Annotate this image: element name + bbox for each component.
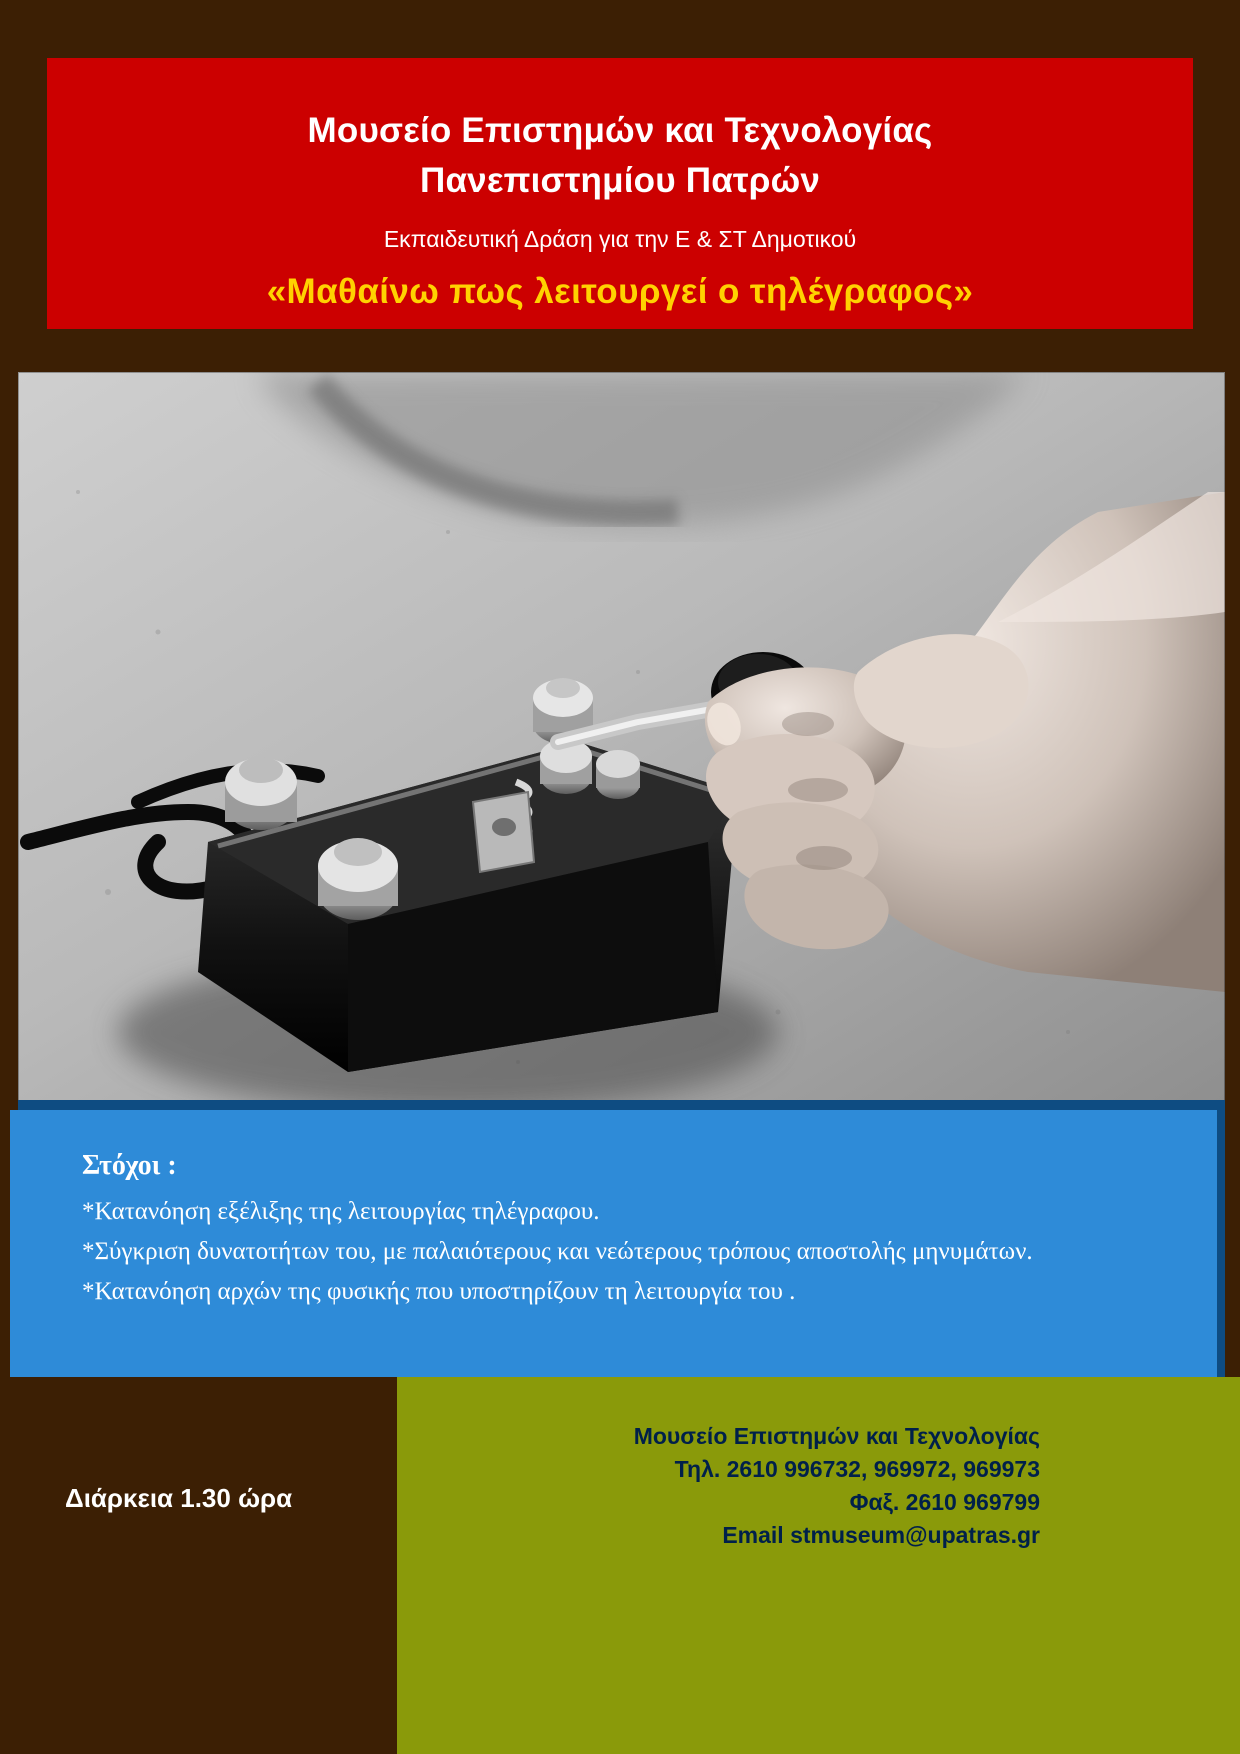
contact-org: Μουσείο Επιστημών και Τεχνολογίας [633,1423,1040,1449]
header-quote: «Μαθαίνω πως λειτουργεί ο τηλέγραφος» [266,272,974,311]
duration-label: Διάρκεια 1.30 ώρα [65,1483,293,1513]
objective-item-3: *Κατανόηση αρχών της φυσικής που υποστηρίζουν τη λειτουργία του . [82,1278,796,1305]
telegraph-photo-graphic [18,372,1225,1102]
objectives-panel [10,1110,1217,1377]
footer-left-block [0,1377,397,1754]
header-title-line1: Μουσείο Επιστημών και Τεχνολογίας [307,111,933,150]
objective-item-1: *Κατανόηση εξέλιξης της λειτουργίας τηλέγραφου. [82,1198,600,1225]
contact-email: Email stmuseum@upatras.gr [722,1522,1040,1548]
header-subtitle: Εκπαιδευτική Δράση για την Ε & ΣΤ Δημοτικού [383,226,857,252]
header-title-line2: Πανεπιστημίου Πατρών [419,161,821,200]
contact-fax: Φαξ. 2610 969799 [849,1489,1040,1515]
header-band [47,58,1193,329]
telegraph-photo [18,372,1225,1102]
objective-item-2: *Σύγκριση δυνατοτήτων του, με παλαιότερους και νεώτερους τρόπους αποστολής μηνυμάτων. [82,1238,1033,1265]
contact-block [634,1420,1040,1552]
objectives-title: Στόχοι : [82,1150,177,1181]
contact-phone: Τηλ. 2610 996732, 969972, 969973 [674,1456,1040,1482]
